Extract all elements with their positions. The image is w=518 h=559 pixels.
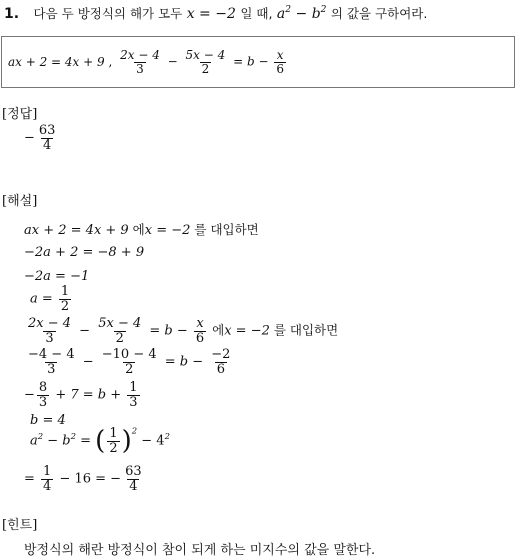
- problem-text-after: 의 값을 구하여라.: [330, 6, 428, 21]
- equation-separator: ,: [104, 55, 117, 69]
- solution-step-9: $a^2 - b^2$ = ( $\frac{1}{2}$ )$^2 - 4^2$: [30, 425, 170, 456]
- solution-step-7: − $\frac{8}{3}$ + 7 = b + $\frac{1}{3}$: [24, 380, 138, 410]
- problem-expression: $a^2 - b^2$: [276, 5, 327, 22]
- answer-value: − $\frac{63}{4}$: [24, 123, 56, 153]
- hint-text: 방정식의 해란 방정식이 참이 되게 하는 미지수의 값을 말한다.: [24, 543, 376, 558]
- problem-statement: [4, 4, 516, 24]
- equation-1: ax + 2 = 4x + 9: [8, 55, 105, 69]
- answer-label: [정답]: [2, 107, 38, 122]
- solution-step-8: b = 4: [30, 413, 66, 428]
- problem-text-before: 다음 두 방정식의 해가 모두: [33, 6, 183, 21]
- solution-step-1: ax + 2 = 4x + 9 에x = −2 를 대입하면: [24, 222, 259, 238]
- problem-number: 1.: [4, 6, 20, 22]
- equation-2: $\frac{2x - 4}{3}$ − $\frac{5x - 4}{2}$ = b − $\frac{x}{6}$: [120, 47, 284, 76]
- solution-step-5: $\frac{2x - 4}{3}$ − $\frac{5x - 4}{2}$ = b − $\frac{x}{6}$ 에x = −2 를 대입하면: [28, 316, 339, 346]
- solution-step-2: −2a + 2 = −8 + 9: [24, 245, 145, 260]
- solution-step-3: −2a = −1: [24, 269, 90, 284]
- equation-box: [1, 36, 515, 88]
- problem-condition: x = −2: [186, 6, 236, 22]
- hint-label: [힌트]: [2, 518, 38, 533]
- solution-step-4: a = $\frac{1}{2}$: [30, 284, 70, 314]
- problem-text-mid: 일 때,: [240, 6, 273, 21]
- solution-step-6: $\frac{-4 - 4}{3}$ − $\frac{-10 - 4}{2}$ = b − $\frac{-2}{6}$: [28, 347, 231, 377]
- solution-step-10: = $\frac{1}{4}$ − 16 = − $\frac{63}{4}$: [24, 464, 142, 494]
- solution-label: [해설]: [2, 194, 38, 209]
